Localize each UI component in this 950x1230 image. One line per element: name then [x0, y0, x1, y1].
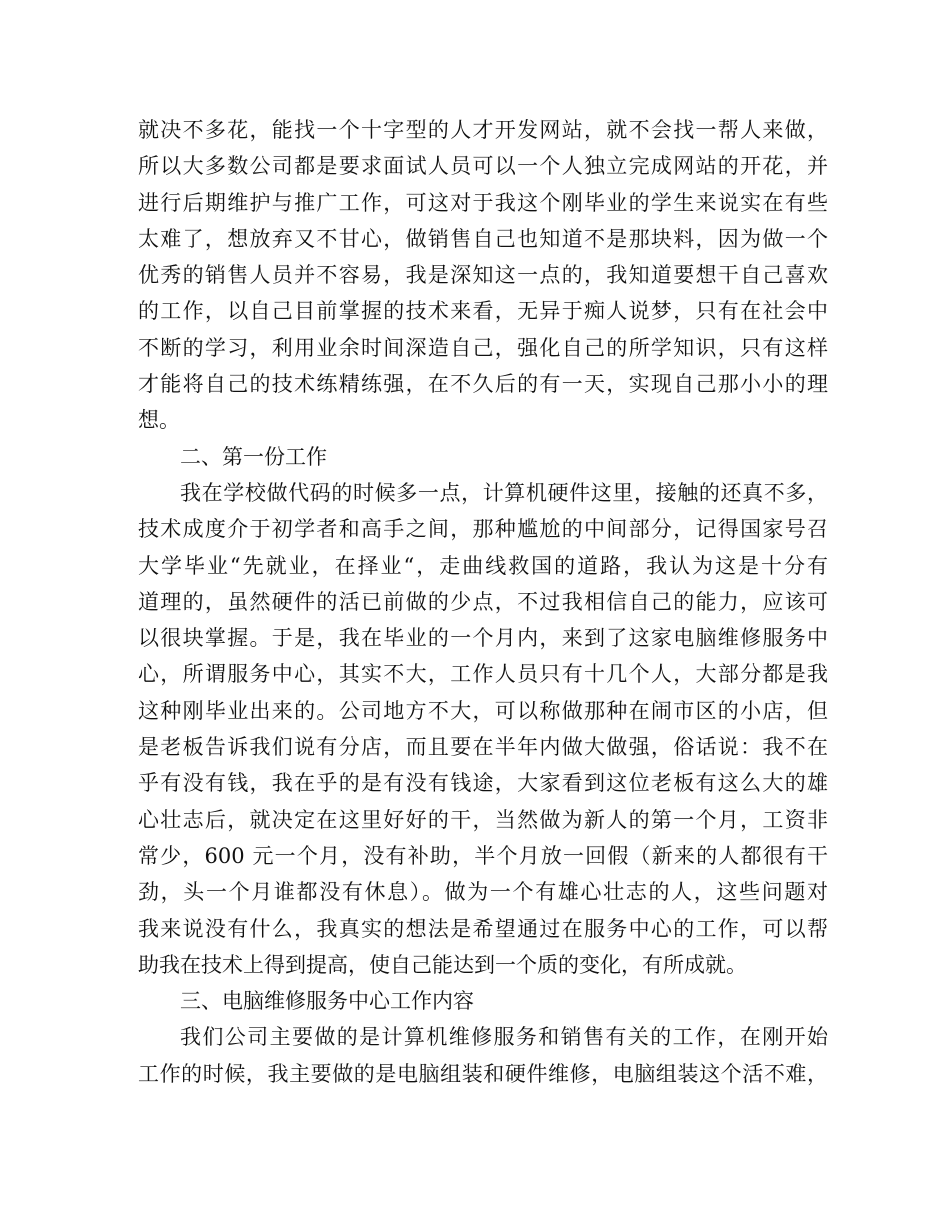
text-line: 道理的，虽然硬件的活已前做的少点，不过我相信自己的能力，应该可 [138, 589, 828, 614]
text-line: 以很块掌握。于是，我在毕业的一个月内，来到了这家电脑维修服务中 [138, 626, 828, 651]
text-line: 心壮志后，就决定在这里好好的干，当然做为新人的第一个月，工资非 [138, 807, 828, 832]
text-line: 我们公司主要做的是计算机维修服务和销售有关的工作，在刚开始 [180, 1025, 828, 1050]
text-line: 心，所谓服务中心，其实不大，工作人员只有十几个人，大部分都是我 [138, 662, 828, 687]
text-line: 我来说没有什么，我真实的想法是希望通过在服务中心的工作，可以帮 [138, 916, 828, 941]
text-line: 不断的学习，利用业余时间深造自己，强化自己的所学知识，只有这样 [138, 335, 828, 360]
text-line: 常少，600 元一个月，没有补助，半个月放一回假（新来的人都很有干 [138, 843, 828, 868]
section-heading: 三、电脑维修服务中心工作内容 [180, 989, 474, 1014]
text-line: 是老板告诉我们说有分店，而且要在半年内做大做强，俗话说：我不在 [138, 735, 828, 760]
text-line: 乎有没有钱，我在乎的是有没有钱途，大家看到这位老板有这么大的雄 [138, 771, 828, 796]
body-text [138, 112, 828, 1092]
text-line: 工作的时候，我主要做的是电脑组装和硬件维修，电脑组装这个活不难， [138, 1061, 828, 1086]
text-line: 这种刚毕业出来的。公司地方不大，可以称做那种在闹市区的小店，但 [138, 698, 828, 723]
text-line: 进行后期维护与推广工作，可这对于我这个刚毕业的学生来说实在有些 [138, 190, 828, 215]
text-line: 技术成度介于初学者和高手之间，那种尴尬的中间部分，记得国家号召 [138, 517, 828, 542]
text-line: 劲，头一个月谁都没有休息）。做为一个有雄心壮志的人，这些问题对 [138, 880, 828, 905]
text-line: 优秀的销售人员并不容易，我是深知这一点的，我知道要想干自己喜欢 [138, 263, 828, 288]
text-line: 的工作，以自己目前掌握的技术来看，无异于痴人说梦，只有在社会中 [138, 299, 828, 324]
text-line: 所以大多数公司都是要求面试人员可以一个人独立完成网站的开花，并 [138, 154, 828, 179]
text-line: 助我在技术上得到提高，使自己能达到一个质的变化，有所成就。 [138, 952, 747, 977]
text-line: 想。 [138, 408, 180, 433]
text-line: 才能将自己的技术练精练强，在不久后的有一天，实现自己那小小的理 [138, 372, 828, 397]
text-line: 就决不多花，能找一个十字型的人才开发网站，就不会找一帮人来做， [138, 118, 828, 142]
text-line: 大学毕业“先就业，在择业“，走曲线救国的道路，我认为这是十分有 [138, 553, 828, 578]
text-line: 我在学校做代码的时候多一点，计算机硬件这里，接触的还真不多， [180, 480, 828, 505]
text-line: 太难了，想放弃又不甘心，做销售自己也知道不是那块料，因为做一个 [138, 226, 828, 251]
section-heading: 二、第一份工作 [180, 444, 327, 469]
